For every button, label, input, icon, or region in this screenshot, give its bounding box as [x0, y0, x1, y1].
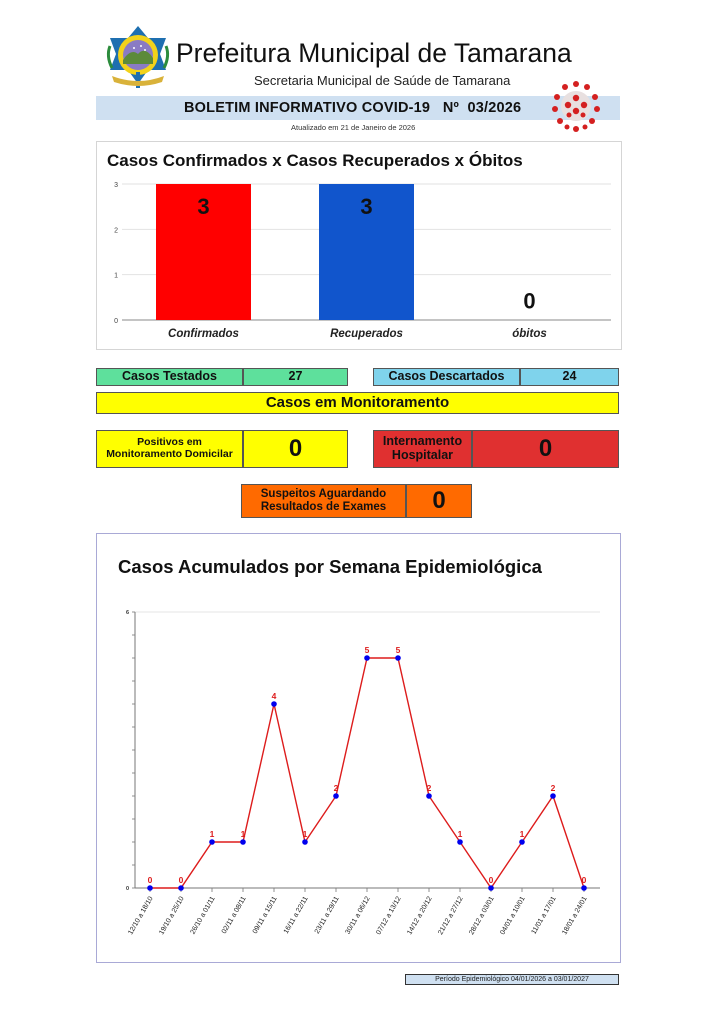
line-xtick-label: 18/01 a 24/01: [561, 895, 589, 937]
line-point: [240, 839, 246, 845]
monitoring-header: Casos em Monitoramento: [96, 392, 619, 414]
discarded-cases-label: Casos Descartados: [373, 368, 520, 386]
line-data-label: 1: [240, 829, 246, 839]
line-point: [209, 839, 215, 845]
municipal-coat-of-arms-logo: [104, 24, 172, 92]
line-xtick-label: 26/10 a 01/11: [189, 895, 217, 936]
line-data-label: 1: [457, 829, 463, 839]
coronavirus-icon: [552, 80, 600, 132]
line-point: [550, 793, 556, 799]
bar-ytick-label: 0: [114, 318, 118, 325]
line-point: [519, 839, 525, 845]
line-point: [426, 793, 432, 799]
line-data-label: 4: [271, 691, 277, 701]
bulletin-title: BOLETIM INFORMATIVO COVID-19 Nº 03/2026: [184, 100, 522, 116]
line-xtick-label: 09/11 a 15/11: [251, 895, 279, 936]
bar-data-label: 3: [197, 194, 210, 219]
bar-chart: [96, 170, 622, 348]
line-data-label: 0: [488, 875, 494, 885]
bar-category-label: óbitos: [512, 328, 547, 340]
line-point: [178, 885, 184, 891]
line-point: [488, 885, 494, 891]
line-data-label: 0: [147, 875, 153, 885]
suspects-awaiting-value: 0: [406, 484, 472, 518]
line-ytick-label: 6: [125, 610, 129, 616]
line-data-label: 2: [426, 783, 432, 793]
line-point: [395, 655, 401, 661]
tested-cases-value: 27: [243, 368, 348, 386]
hospitalization-label-line2: Hospitalar: [391, 448, 454, 462]
hospitalization-value: 0: [472, 430, 619, 468]
line-point: [364, 655, 370, 661]
bar-data-label: 0: [523, 288, 536, 314]
line-data-label: 2: [333, 783, 339, 793]
line-chart-title: Casos Acumulados por Semana Epidemiológica: [118, 556, 542, 577]
line-xtick-label: 23/11 a 29/11: [313, 895, 341, 936]
line-data-label: 0: [581, 875, 587, 885]
line-xtick-label: 02/11 a 08/11: [220, 895, 248, 936]
bar-ytick-label: 1: [114, 272, 118, 280]
line-xtick-label: 21/12 a 27/12: [437, 895, 465, 937]
bar-category-label: Confirmados: [168, 328, 239, 340]
line-series: [147, 658, 584, 888]
bar-chart-title: Casos Confirmados x Casos Recuperados x Óbitos: [107, 151, 523, 170]
line-chart: [96, 600, 621, 962]
bar-category-label: Recuperados: [330, 328, 403, 340]
updated-date: Atualizado em 21 de Janeiro de 2026: [291, 123, 416, 132]
line-xtick-label: 04/01 a 10/01: [499, 895, 527, 937]
line-xtick-label: 16/11 a 22/11: [282, 895, 310, 936]
line-point: [147, 885, 153, 891]
suspects-awaiting-label-line2: Resultados de Exames: [260, 501, 387, 513]
epidemiological-period: Período Epidemiológico 04/01/2026 a 03/01/2027: [405, 974, 619, 985]
hospitalization-label-line1: Internamento: [382, 434, 463, 449]
line-point: [581, 885, 587, 891]
line-point: [457, 839, 463, 845]
line-data-label: 2: [550, 783, 556, 793]
line-point: [271, 701, 277, 707]
line-xtick-label: 14/12 a 20/12: [406, 895, 434, 937]
line-data-label: 1: [302, 829, 308, 839]
line-ytick-label: 0: [125, 886, 129, 892]
page-title: Prefeitura Municipal de Tamarana: [176, 38, 572, 68]
line-data-label: 5: [395, 645, 401, 655]
line-data-label: 1: [519, 829, 525, 839]
line-xtick-label: 30/11 a 06/12: [344, 895, 372, 936]
line-xtick-label: 28/12 a 03/01: [468, 895, 496, 937]
page-subtitle: Secretaria Municipal de Saúde de Tamarana: [254, 73, 511, 88]
line-data-label: 5: [364, 645, 370, 655]
suspects-awaiting-label: [241, 484, 406, 518]
bar-data-label: 3: [360, 194, 373, 219]
suspects-awaiting-label-line1: Suspeitos Aguardando: [260, 488, 387, 501]
hospitalization-label: [373, 430, 472, 468]
line-xtick-label: 07/12 a 13/12: [375, 895, 403, 937]
line-data-label: 0: [178, 875, 184, 885]
tested-cases-label: Casos Testados: [96, 368, 243, 386]
line-xtick-label: 11/01 a 17/01: [530, 895, 558, 936]
bar-ytick-label: 3: [114, 182, 118, 189]
line-point: [302, 839, 308, 845]
home-monitoring-label-line2: Monitoramento Domicilar: [106, 448, 233, 460]
home-monitoring-label-line1: Positivos em: [137, 436, 202, 449]
line-point: [333, 793, 339, 799]
home-monitoring-label: [96, 430, 243, 468]
home-monitoring-value: 0: [243, 430, 348, 468]
discarded-cases-value: 24: [520, 368, 619, 386]
line-data-label: 1: [209, 829, 215, 839]
bar-ytick-label: 2: [114, 227, 118, 235]
line-xtick-label: 19/10 a 25/10: [158, 895, 186, 937]
line-xtick-label: 12/10 a 18/10: [127, 895, 155, 937]
